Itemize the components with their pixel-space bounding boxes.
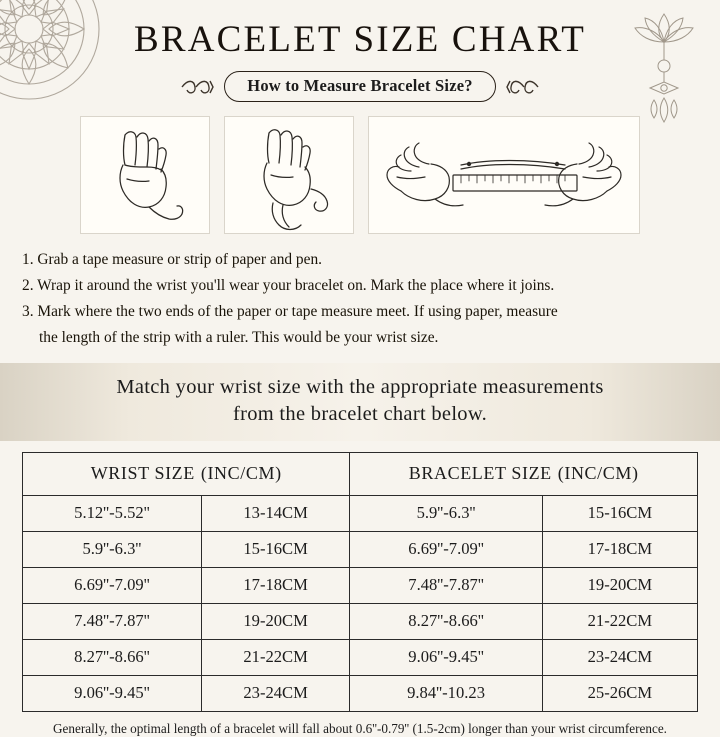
- wrist-size-unit: (INC/CM): [200, 462, 282, 483]
- table-header-row: [23, 452, 698, 495]
- size-chart-table: [22, 452, 698, 712]
- table-row: [23, 495, 698, 531]
- cell-bracelet-inch: 5.9''-6.3'': [350, 495, 542, 531]
- page-title: BRACELET SIZE CHART: [133, 19, 587, 60]
- cell-wrist-inch: 5.12''-5.52'': [23, 495, 202, 531]
- banner-line-1: Match your wrist size with the appropriate measurements: [116, 375, 604, 398]
- cell-wrist-inch: 7.48''-7.87'': [23, 603, 202, 639]
- wrist-size-header: [23, 452, 350, 495]
- cell-wrist-cm: 19-20CM: [201, 603, 350, 639]
- illustration-panels: [0, 116, 720, 234]
- table-row: [23, 531, 698, 567]
- flourish-right-icon: [506, 76, 540, 98]
- cell-bracelet-cm: 15-16CM: [542, 495, 697, 531]
- table-row: [23, 603, 698, 639]
- step-3-continued: the length of the strip with a ruler. This would be your wrist size.: [39, 328, 439, 346]
- cell-bracelet-cm: 23-24CM: [542, 639, 697, 675]
- cell-bracelet-inch: 6.69''-7.09'': [350, 531, 542, 567]
- cell-bracelet-cm: 19-20CM: [542, 567, 697, 603]
- illustration-hand-wrapping-strip: [224, 116, 354, 234]
- illustration-hands-measuring-with-ruler: [368, 116, 640, 234]
- subtitle-pill: How to Measure Bracelet Size?: [224, 71, 495, 102]
- bracelet-size-unit: (INC/CM): [557, 462, 639, 483]
- step-2: 2. Wrap it around the wrist you'll wear your bracelet on. Mark the place where it joins.: [22, 276, 555, 294]
- cell-bracelet-inch: 9.84''-10.23: [350, 675, 542, 711]
- table-row: [23, 639, 698, 675]
- cell-wrist-inch: 5.9''-6.3'': [23, 531, 202, 567]
- table-row: [23, 567, 698, 603]
- cell-bracelet-cm: 17-18CM: [542, 531, 697, 567]
- cell-bracelet-inch: 9.06''-9.45'': [350, 639, 542, 675]
- bracelet-size-header: [350, 452, 698, 495]
- step-3: 3. Mark where the two ends of the paper or tape measure meet. If using paper, measure: [22, 302, 558, 320]
- cell-bracelet-cm: 25-26CM: [542, 675, 697, 711]
- cell-bracelet-inch: 7.48''-7.87'': [350, 567, 542, 603]
- illustration-hand-with-tape-measure: [80, 116, 210, 234]
- steps-list: [22, 248, 698, 351]
- cell-wrist-cm: 23-24CM: [201, 675, 350, 711]
- bracelet-size-label: BRACELET SIZE: [408, 462, 552, 483]
- table-row: [23, 675, 698, 711]
- flourish-left-icon: [180, 76, 214, 98]
- cell-wrist-inch: 6.69''-7.09'': [23, 567, 202, 603]
- footnote: Generally, the optimal length of a bracelet will fall about 0.6''-0.79'' (1.5-2cm) longer than your wrist circumference.: [53, 720, 667, 736]
- cell-wrist-cm: 13-14CM: [201, 495, 350, 531]
- cell-wrist-cm: 15-16CM: [201, 531, 350, 567]
- cell-wrist-cm: 17-18CM: [201, 567, 350, 603]
- cell-wrist-cm: 21-22CM: [201, 639, 350, 675]
- cell-bracelet-inch: 8.27''-8.66'': [350, 603, 542, 639]
- cell-wrist-inch: 9.06''-9.45'': [23, 675, 202, 711]
- banner-line-2: from the bracelet chart below.: [232, 402, 488, 425]
- cell-bracelet-cm: 21-22CM: [542, 603, 697, 639]
- step-1: 1. Grab a tape measure or strip of paper and pen.: [22, 251, 322, 268]
- wrist-size-label: WRIST SIZE: [90, 462, 195, 483]
- subtitle-row: [0, 71, 720, 102]
- match-size-banner: [0, 363, 720, 441]
- cell-wrist-inch: 8.27''-8.66'': [23, 639, 202, 675]
